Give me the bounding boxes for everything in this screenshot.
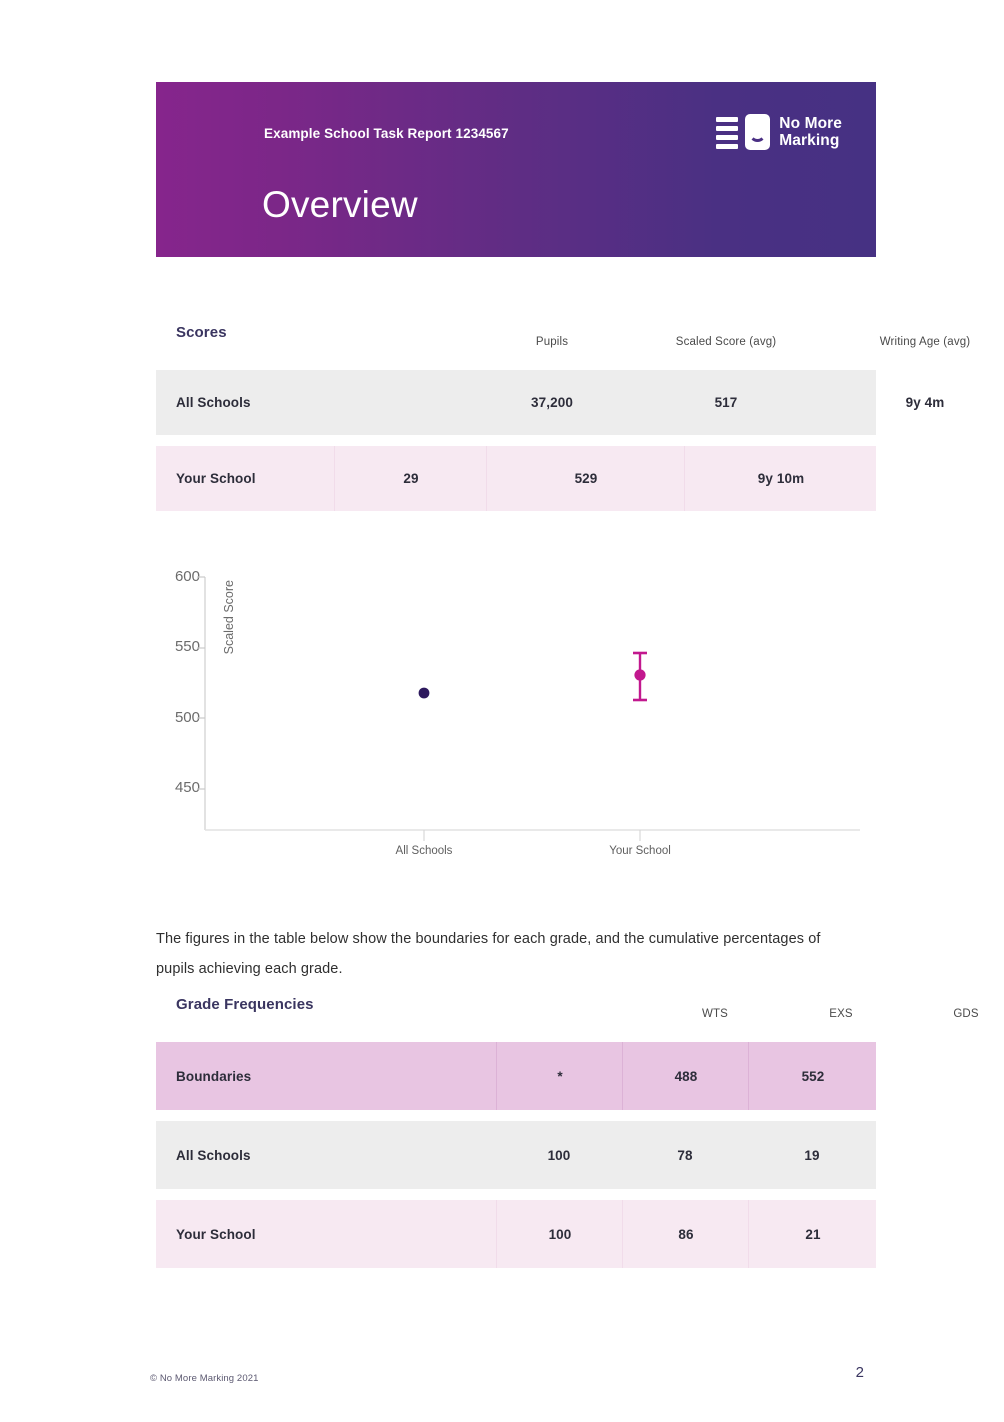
- grade-row-label-boundaries: Boundaries: [176, 1068, 252, 1084]
- logo-card-icon: [745, 114, 770, 150]
- grade-table-header: [156, 990, 979, 1042]
- grade-explanation-text: The figures in the table below show the boundaries for each grade, and the cumulative percentages of pupils achieving each grade.: [156, 931, 821, 977]
- report-header-banner: [156, 82, 876, 257]
- grade-cell-your-school-exs: 86: [622, 1200, 749, 1268]
- grade-frequencies-table: [156, 990, 979, 1279]
- grade-cell-boundaries-exs: 488: [622, 1042, 749, 1110]
- no-more-marking-logo: [716, 114, 842, 152]
- table-row: [156, 1121, 876, 1189]
- scores-row-label-your-school: Your School: [176, 471, 256, 486]
- grade-cell-boundaries-wts: *: [496, 1042, 623, 1110]
- grade-row-label-your-school: Your School: [176, 1226, 256, 1242]
- grade-cell-all-schools-exs: 78: [677, 1147, 693, 1163]
- footer-page-number: 2: [855, 1364, 864, 1381]
- scores-table-title: Scores: [176, 324, 227, 341]
- page-title: Overview: [262, 184, 418, 225]
- grade-cell-your-school-wts: 100: [496, 1200, 623, 1268]
- chart-ytick-600: 600: [174, 568, 200, 585]
- footer-copyright: © No More Marking 2021: [150, 1373, 259, 1384]
- grade-cell-your-school-gds: 21: [748, 1200, 877, 1268]
- scores-table-header: [156, 318, 971, 370]
- logo-text-line1: No More: [779, 115, 842, 133]
- chart-xtick-your-school: Your School: [609, 845, 671, 857]
- logo-text-line2: Marking: [779, 132, 840, 149]
- chart-plot-area: [156, 555, 876, 885]
- grade-row-label-all-schools: All Schools: [176, 1147, 251, 1163]
- table-row: [156, 370, 945, 435]
- scores-row-label-all-schools: All Schools: [176, 395, 251, 410]
- grade-column-header-gds: GDS: [953, 1008, 979, 1020]
- scores-cell-all-schools-writing-age: 9y 4m: [905, 395, 945, 410]
- scores-column-header-writing-age: Writing Age (avg): [879, 336, 971, 348]
- logo-bars-icon: [716, 117, 738, 149]
- chart-ytick-500: 500: [174, 709, 200, 726]
- chart-ytick-450: 450: [174, 779, 200, 796]
- scores-cell-your-school-writing-age: 9y 10m: [684, 446, 877, 511]
- chart-xtick-all-schools: All Schools: [395, 845, 453, 857]
- scores-column-header-pupils: Pupils: [535, 336, 569, 348]
- scores-cell-all-schools-scaled-score: 517: [714, 395, 738, 410]
- grade-cell-all-schools-gds: 19: [804, 1147, 820, 1163]
- table-row: [156, 1200, 876, 1268]
- report-subtitle: Example School Task Report 1234567: [264, 126, 509, 141]
- scores-table: [156, 318, 971, 522]
- grade-cell-boundaries-gds: 552: [748, 1042, 877, 1110]
- grade-column-header-wts: WTS: [702, 1008, 728, 1020]
- table-row: [156, 446, 876, 511]
- logo-mark-icon: [716, 114, 770, 152]
- scores-cell-your-school-scaled-score: 529: [486, 446, 685, 511]
- logo-wordmark: [779, 116, 842, 149]
- table-row: [156, 1042, 876, 1110]
- grade-column-header-exs: EXS: [829, 1008, 853, 1020]
- grade-table-title: Grade Frequencies: [176, 996, 314, 1013]
- chart-point-your-school: [634, 669, 645, 680]
- grade-cell-all-schools-wts: 100: [547, 1147, 571, 1163]
- chart-point-all-schools: [419, 688, 430, 699]
- scores-cell-all-schools-pupils: 37,200: [531, 395, 573, 410]
- scores-column-header-scaled-score: Scaled Score (avg): [675, 336, 777, 348]
- chart-ytick-550: 550: [174, 638, 200, 655]
- scores-cell-your-school-pupils: 29: [334, 446, 487, 511]
- chart-y-axis-label: Scaled Score: [222, 580, 236, 655]
